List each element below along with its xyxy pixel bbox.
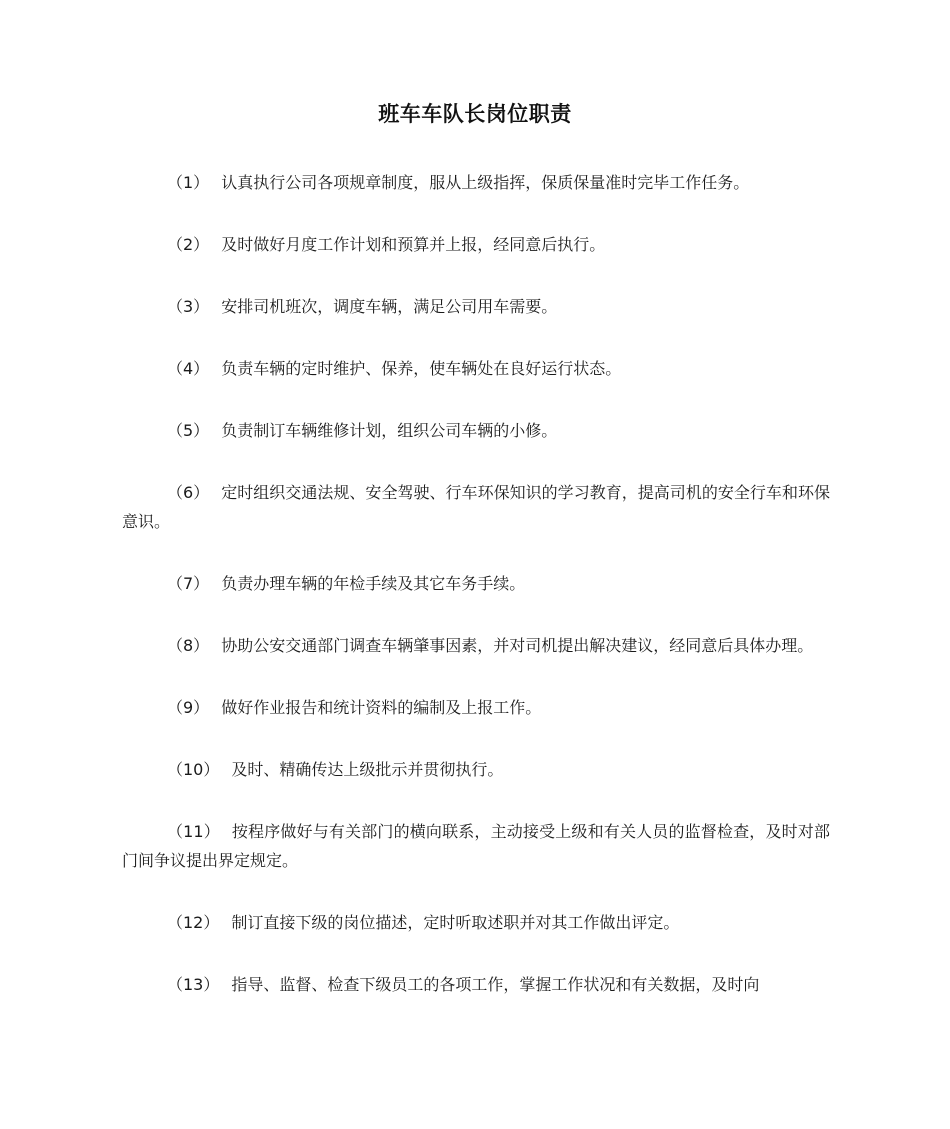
item-number: （7） <box>167 574 210 593</box>
duty-list <box>122 168 830 999</box>
item-number: （6） <box>167 483 210 502</box>
item-number: （8） <box>167 636 210 655</box>
list-item <box>122 908 830 937</box>
list-item <box>122 817 830 875</box>
item-number: （1） <box>167 173 210 192</box>
item-text: 负责办理车辆的年检手续及其它车务手续。 <box>221 574 526 593</box>
item-number: （4） <box>167 359 210 378</box>
item-number: （10） <box>167 760 220 779</box>
list-item <box>122 416 830 445</box>
item-text: 做好作业报告和统计资料的编制及上报工作。 <box>221 698 542 717</box>
item-text: 安排司机班次，调度车辆，满足公司用车需要。 <box>221 297 558 316</box>
list-item <box>122 292 830 321</box>
list-item <box>122 693 830 722</box>
list-item <box>122 631 830 660</box>
item-text: 及时做好月度工作计划和预算并上报，经同意后执行。 <box>221 235 606 254</box>
list-item <box>122 478 830 536</box>
list-item <box>122 230 830 259</box>
page-title: 班车车队长岗位职责 <box>378 102 572 126</box>
list-item <box>122 168 830 197</box>
item-text: 负责制订车辆维修计划，组织公司车辆的小修。 <box>221 421 558 440</box>
list-item <box>122 970 830 999</box>
item-number: （3） <box>167 297 210 316</box>
item-text: 及时、精确传达上级批示并贯彻执行。 <box>231 760 504 779</box>
item-text: 按程序做好与有关部门的横向联系，主动接受上级和有关人员的监督检查，及时对部门间争议提出界定规定。 <box>122 822 830 870</box>
item-number: （9） <box>167 698 210 717</box>
list-item <box>122 354 830 383</box>
item-text: 协助公安交通部门调查车辆肇事因素，并对司机提出解决建议，经同意后具体办理。 <box>221 636 814 655</box>
item-number: （12） <box>167 913 220 932</box>
item-text: 负责车辆的定时维护、保养，使车辆处在良好运行状态。 <box>221 359 622 378</box>
item-number: （11） <box>167 822 220 841</box>
list-item <box>122 569 830 598</box>
item-text: 制订直接下级的岗位描述，定时听取述职并对其工作做出评定。 <box>231 913 680 932</box>
item-number: （2） <box>167 235 210 254</box>
item-text: 定时组织交通法规、安全驾驶、行车环保知识的学习教育，提高司机的安全行车和环保意识。 <box>122 483 830 531</box>
item-text: 认真执行公司各项规章制度，服从上级指挥，保质保量准时完毕工作任务。 <box>221 173 750 192</box>
item-number: （5） <box>167 421 210 440</box>
item-number: （13） <box>167 975 220 994</box>
item-text: 指导、监督、检查下级员工的各项工作，掌握工作状况和有关数据，及时向 <box>231 975 760 994</box>
list-item <box>122 755 830 784</box>
